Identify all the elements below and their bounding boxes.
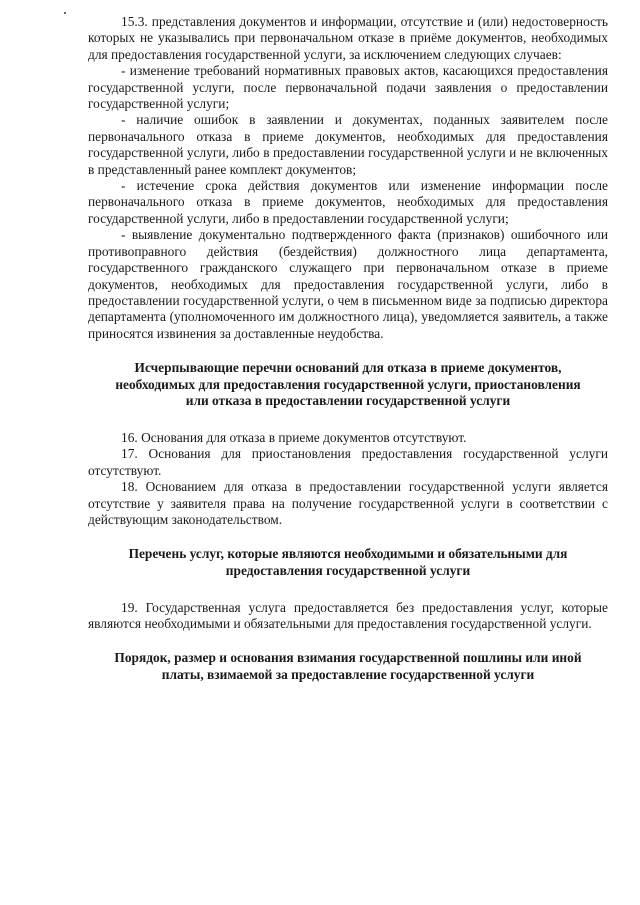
list-item-fault: - выявление документально подтвержденного факта (признаков) ошибочного или противоправного действия (бездействия) должностного лица департамента, государственного гражданского служащего при первоначальном отказе в приеме документов, необходимых для предоставления государственной услуги, либо в предоставлении государственной услуги, о чем в письменном виде за подписью директора департамента (уполномоченного им должностного лица), уведомляется заявитель, а также приносятся извинения за доставленные неудобства. <box>88 227 608 341</box>
paragraph-18: 18. Основанием для отказа в предоставлении государственной услуги является отсутствие у заявителя права на получение государственной услуги в соответствии с действующим законодательством. <box>88 479 608 527</box>
section-heading-state-fee: Порядок, размер и основания взимания государственной пошлины или иной платы, взимаемой за предоставление государственной услуги <box>114 650 582 682</box>
document-body <box>88 14 608 684</box>
paragraph-19: 19. Государственная услуга предоставляется без предоставления услуг, которые являются необходимыми и обязательными для предоставления государственной услуги. <box>88 599 608 631</box>
section-heading-required-services: Перечень услуг, которые являются необходимыми и обязательными для предоставления государственной услуги <box>128 546 568 578</box>
list-item-expiry: - истечение срока действия документов или изменение информации после первоначального отказа в приеме документов, необходимых для предоставления государственной услуги, либо в предоставлении государственной услуги; <box>88 178 608 226</box>
section-heading-refusal-grounds: Исчерпывающие перечни оснований для отказа в приеме документов, необходимых для предоставления государственной услуги, приостановления или отказа в предоставлении государственной услуги <box>115 360 581 409</box>
paragraph-15-3: 15.3. представления документов и информации, отсутствие и (или) недостоверность которых не указывались при первоначальном отказе в приёме документов, необходимых для предоставления государственной услуги, за исключением следующих случаев: <box>88 14 608 62</box>
paragraph-17: 17. Основания для приостановления предоставления государственной услуги отсутствуют. <box>88 446 608 478</box>
paragraph-16: 16. Основания для отказа в приеме документов отсутствуют. <box>121 429 467 445</box>
scan-artifact-dot <box>64 12 66 14</box>
list-item-errors: - наличие ошибок в заявлении и документах, поданных заявителем после первоначального отказа в приеме документов, необходимых для предоставления государственной услуги, либо в предоставлении государственной услуги и не включенных в представленный ранее комплект документов; <box>88 112 608 177</box>
list-item-regulations: - изменение требований нормативных правовых актов, касающихся предоставления государственной услуги, после первоначальной подачи заявления о предоставлении государственной услуги; <box>88 63 608 112</box>
